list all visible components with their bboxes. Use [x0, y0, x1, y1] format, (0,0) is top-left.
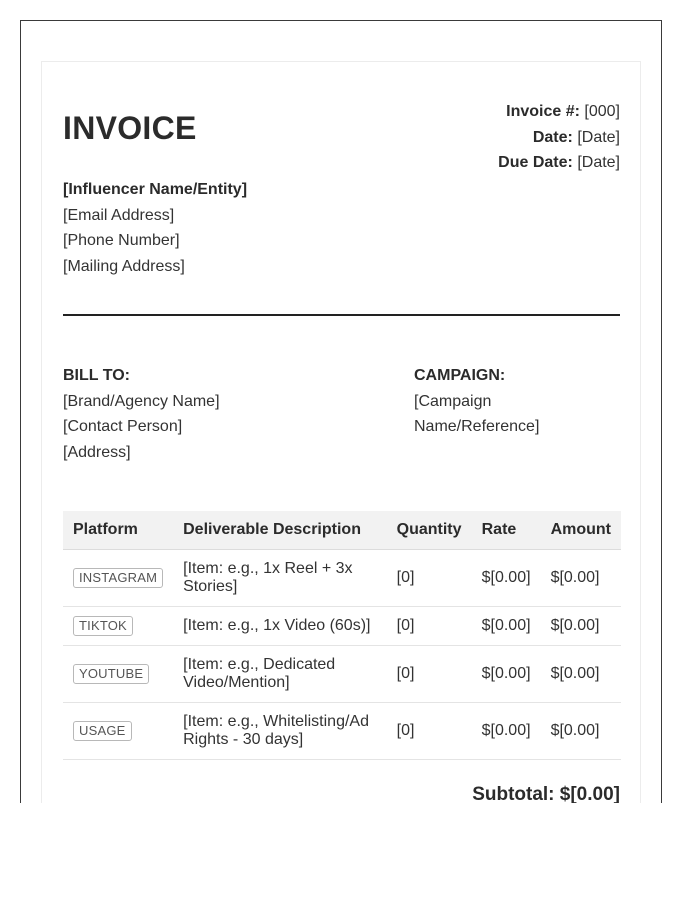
amount-cell: $[0.00]: [541, 607, 621, 646]
rate-cell: $[0.00]: [472, 703, 541, 760]
platform-tag: INSTAGRAM: [73, 568, 163, 588]
sender-phone: [Phone Number]: [63, 232, 180, 250]
description-cell: [Item: e.g., Whitelisting/Ad Rights - 30 days]: [173, 703, 387, 760]
invoice-content: [63, 62, 620, 803]
header-description: Deliverable Description: [173, 511, 387, 550]
platform-cell: [63, 703, 173, 760]
description-cell: [Item: e.g., Dedicated Video/Mention]: [173, 646, 387, 703]
bill-to-brand: [Brand/Agency Name]: [63, 392, 220, 410]
quantity-cell: [0]: [387, 703, 472, 760]
description-cell: [Item: e.g., 1x Reel + 3x Stories]: [173, 550, 387, 607]
quantity-cell: [0]: [387, 607, 472, 646]
due-date-line: [498, 150, 620, 176]
invoice-sheet: [41, 61, 641, 803]
table-row: [63, 646, 621, 703]
platform-cell: [63, 550, 173, 607]
description-cell: [Item: e.g., 1x Video (60s)]: [173, 607, 387, 646]
invoice-number-line: [498, 99, 620, 125]
table-header-row: [63, 511, 621, 550]
invoice-number-label: Invoice #:: [506, 103, 580, 120]
line-items-table: [63, 511, 621, 760]
header-rate: Rate: [472, 511, 541, 550]
invoice-date-line: [498, 125, 620, 151]
rate-cell: $[0.00]: [472, 550, 541, 607]
campaign-label: CAMPAIGN:: [414, 367, 506, 384]
table-row: [63, 703, 621, 760]
amount-cell: $[0.00]: [541, 646, 621, 703]
platform-cell: [63, 646, 173, 703]
invoice-title: INVOICE: [63, 110, 197, 146]
rate-cell: $[0.00]: [472, 646, 541, 703]
invoice-number-value: [000]: [584, 103, 620, 120]
bill-to-contact: [Contact Person]: [63, 418, 183, 436]
header-platform: Platform: [63, 511, 173, 550]
bill-to-label: BILL TO:: [63, 367, 130, 384]
invoice-date-value: [Date]: [577, 128, 620, 146]
due-date-value: [Date]: [577, 154, 620, 172]
platform-tag: TIKTOK: [73, 616, 133, 636]
platform-tag: YOUTUBE: [73, 664, 149, 684]
page-frame: [20, 20, 662, 803]
rate-cell: $[0.00]: [472, 607, 541, 646]
amount-cell: $[0.00]: [541, 550, 621, 607]
sender-block: [63, 177, 247, 279]
quantity-cell: [0]: [387, 550, 472, 607]
sender-address: [Mailing Address]: [63, 257, 185, 275]
platform-cell: [63, 607, 173, 646]
platform-tag: USAGE: [73, 721, 132, 741]
sender-name: [Influencer Name/Entity]: [63, 181, 248, 198]
quantity-cell: [0]: [387, 646, 472, 703]
invoice-date-label: Date:: [532, 128, 573, 146]
header-divider: [63, 314, 620, 316]
sender-email: [Email Address]: [63, 206, 175, 224]
amount-cell: $[0.00]: [541, 703, 621, 760]
header-quantity: Quantity: [387, 511, 472, 550]
table-row: [63, 550, 621, 607]
subtotal: Subtotal: $[0.00]: [472, 784, 620, 803]
invoice-meta: [498, 99, 620, 176]
table-row: [63, 607, 621, 646]
due-date-label: Due Date:: [498, 154, 573, 172]
bill-to-block: [63, 363, 220, 465]
header-amount: Amount: [541, 511, 621, 550]
bill-to-address: [Address]: [63, 443, 131, 461]
campaign-block: [414, 363, 620, 440]
campaign-value: [Campaign Name/Reference]: [414, 392, 540, 436]
